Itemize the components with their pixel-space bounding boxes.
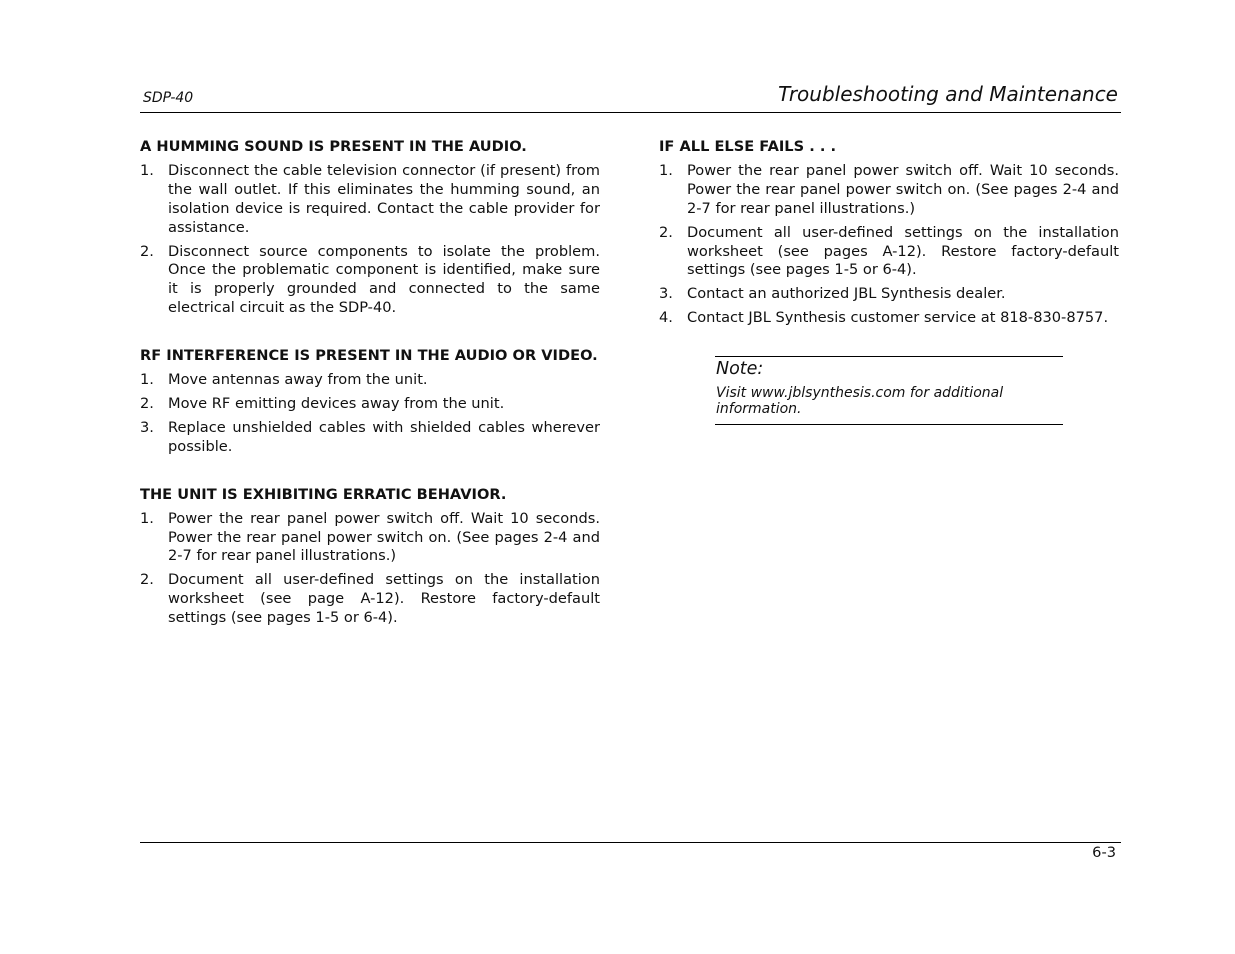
list-item [140, 419, 600, 457]
list-item [140, 395, 600, 414]
section-title: THE UNIT IS EXHIBITING ERRATIC BEHAVIOR. [140, 485, 507, 503]
item-number: 1. [140, 371, 154, 389]
section-humming [140, 138, 600, 318]
note-body: Visit www.jblsynthesis.com for additional information. [716, 385, 1004, 417]
note-box [715, 356, 1063, 425]
item-number: 2. [659, 223, 673, 241]
item-number: 1. [140, 161, 154, 179]
item-number: 2. [140, 242, 154, 260]
item-text: Contact an authorized JBL Synthesis dealer. [687, 285, 1006, 303]
section-rf-interference [140, 347, 600, 457]
list-item [140, 162, 600, 238]
item-number: 4. [659, 309, 673, 327]
item-number: 2. [140, 571, 154, 589]
list-item [140, 371, 600, 390]
item-text: Move RF emitting devices away from the unit. [168, 394, 505, 412]
list-item [140, 510, 600, 567]
list-item [140, 243, 600, 319]
item-text: Disconnect the cable television connector (if present) from the wall outlet. If this eliminates the humming sound, an isolation device is required. Contact the cable provider for assistance. [168, 161, 600, 236]
item-number: 3. [659, 285, 673, 303]
item-number: 1. [140, 509, 154, 527]
item-text: Document all user-defined settings on the installation worksheet (see pages A-12). Restore factory-default settings (see pages 1-5 or 6-4). [687, 223, 1119, 279]
header-chapter-title: Troubleshooting and Maintenance [778, 82, 1118, 106]
left-column [140, 138, 600, 657]
list-item [140, 571, 600, 628]
item-text: Power the rear panel power switch off. Wait 10 seconds. Power the rear panel power switch on. (See pages 2-4 and 2-7 for rear panel illustrations.) [168, 509, 600, 565]
section-title: IF ALL ELSE FAILS . . . [659, 138, 836, 155]
item-number: 1. [659, 161, 673, 179]
note-title: Note: [716, 359, 764, 379]
item-text: Move antennas away from the unit. [168, 371, 428, 389]
list-item [659, 285, 1119, 304]
footer-rule [140, 842, 1121, 843]
section-title: RF INTERFERENCE IS PRESENT IN THE AUDIO OR VIDEO. [140, 347, 598, 365]
page-number: 6-3 [1092, 844, 1116, 861]
item-text: Replace unshielded cables with shielded cables wherever possible. [168, 418, 600, 455]
section-erratic-behavior [140, 486, 600, 628]
header-rule [140, 112, 1121, 113]
right-column [659, 138, 1119, 357]
section-all-else-fails [659, 138, 1119, 328]
item-text: Document all user-defined settings on the installation worksheet (see page A-12). Restore factory-default settings (see pages 1-5 or 6-4). [168, 571, 600, 627]
list-item [659, 224, 1119, 281]
section-title: A HUMMING SOUND IS PRESENT IN THE AUDIO. [140, 138, 527, 155]
item-number: 3. [140, 418, 154, 436]
header-model: SDP-40 [143, 90, 194, 106]
list-item [659, 309, 1119, 328]
item-text: Power the rear panel power switch off. Wait 10 seconds. Power the rear panel power switch on. (See pages 2-4 and 2-7 for rear panel illustrations.) [687, 161, 1119, 217]
item-text: Disconnect source components to isolate the problem. Once the problematic component is identified, make sure it is properly grounded and connected to the same electrical circuit as the SDP-40. [168, 242, 600, 317]
list-item [659, 162, 1119, 219]
item-number: 2. [140, 394, 154, 412]
item-text: Contact JBL Synthesis customer service at 818-830-8757. [687, 309, 1109, 327]
